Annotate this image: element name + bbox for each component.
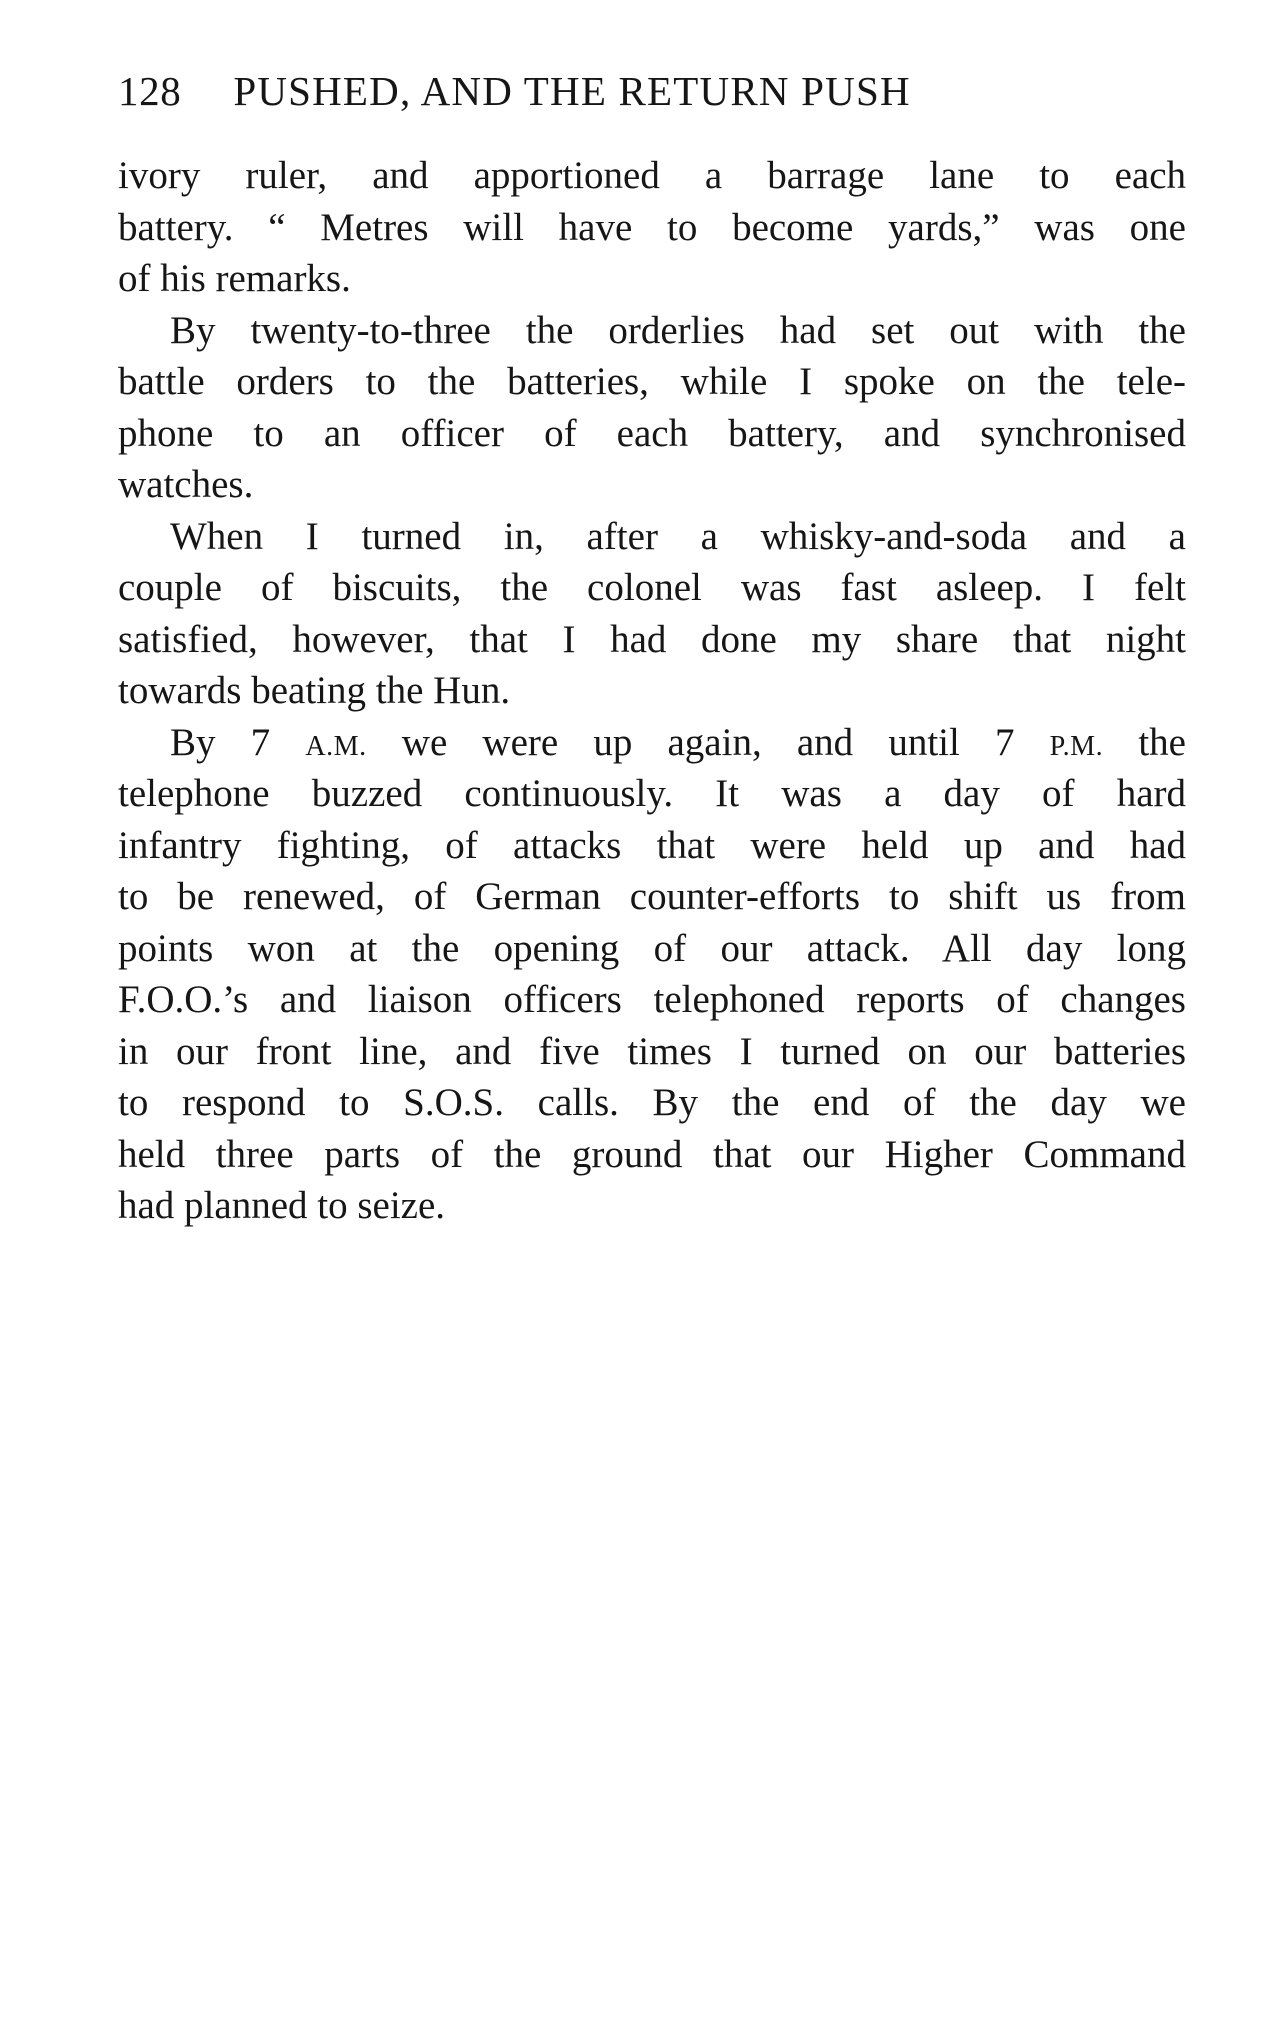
- text-line: satisfied, however, that I had done my share that night: [118, 617, 1186, 661]
- body-text: [118, 150, 1186, 1232]
- text-line: in our front line, and five times I turned on our batteries: [118, 1029, 1186, 1073]
- text-line: to respond to S.O.S. calls. By the end of the day we: [118, 1081, 1186, 1124]
- text-line: to be renewed, of German counter-efforts to shift us from: [118, 875, 1186, 918]
- text-line: couple of biscuits, the colonel was fast asleep. I felt: [118, 566, 1186, 609]
- text-line: towards beating the Hun.: [118, 669, 511, 712]
- paragraph-3: [118, 511, 1186, 717]
- text-line: points won at the opening of our attack. All day long: [118, 926, 1186, 970]
- running-head: [118, 60, 1186, 122]
- text-line: of his remarks.: [118, 257, 351, 300]
- text-run: the: [1103, 720, 1186, 764]
- text-line: battle orders to the batteries, while I spoke on the tele-: [118, 360, 1186, 403]
- text-line: phone to an officer of each battery, and synchronised: [118, 411, 1186, 455]
- small-caps-am: A.M.: [305, 730, 367, 762]
- text-line: infantry fighting, of attacks that were held up and had: [118, 823, 1186, 867]
- text-run: By 7: [170, 720, 306, 764]
- page-number: 128: [118, 68, 182, 114]
- paragraph-1: [118, 150, 1186, 305]
- text-line: battery. “ Metres will have to become yards,” was one: [118, 205, 1186, 249]
- paragraph-2: [118, 305, 1186, 511]
- text-run: we were up again, and until 7: [366, 720, 1050, 764]
- text-line: By twenty-to-three the orderlies had set out with the: [170, 308, 1186, 352]
- text-line: had planned to seize.: [118, 1184, 446, 1227]
- text-line: ivory ruler, and apportioned a barrage lane to each: [118, 154, 1186, 197]
- text-line: When I turned in, after a whisky-and-soda and a: [170, 514, 1186, 558]
- book-page: [118, 60, 1186, 1232]
- text-line: held three parts of the ground that our Higher Command: [118, 1132, 1186, 1176]
- small-caps-pm: P.M.: [1049, 730, 1104, 762]
- paragraph-4: [118, 717, 1186, 1232]
- text-line: F.O.O.’s and liaison officers telephoned reports of changes: [118, 978, 1186, 1021]
- running-title: PUSHED, AND THE RETURN PUSH: [233, 68, 911, 114]
- text-line: watches.: [118, 463, 254, 506]
- text-line: [118, 717, 1186, 769]
- text-line: telephone buzzed continuously. It was a day of hard: [118, 772, 1186, 815]
